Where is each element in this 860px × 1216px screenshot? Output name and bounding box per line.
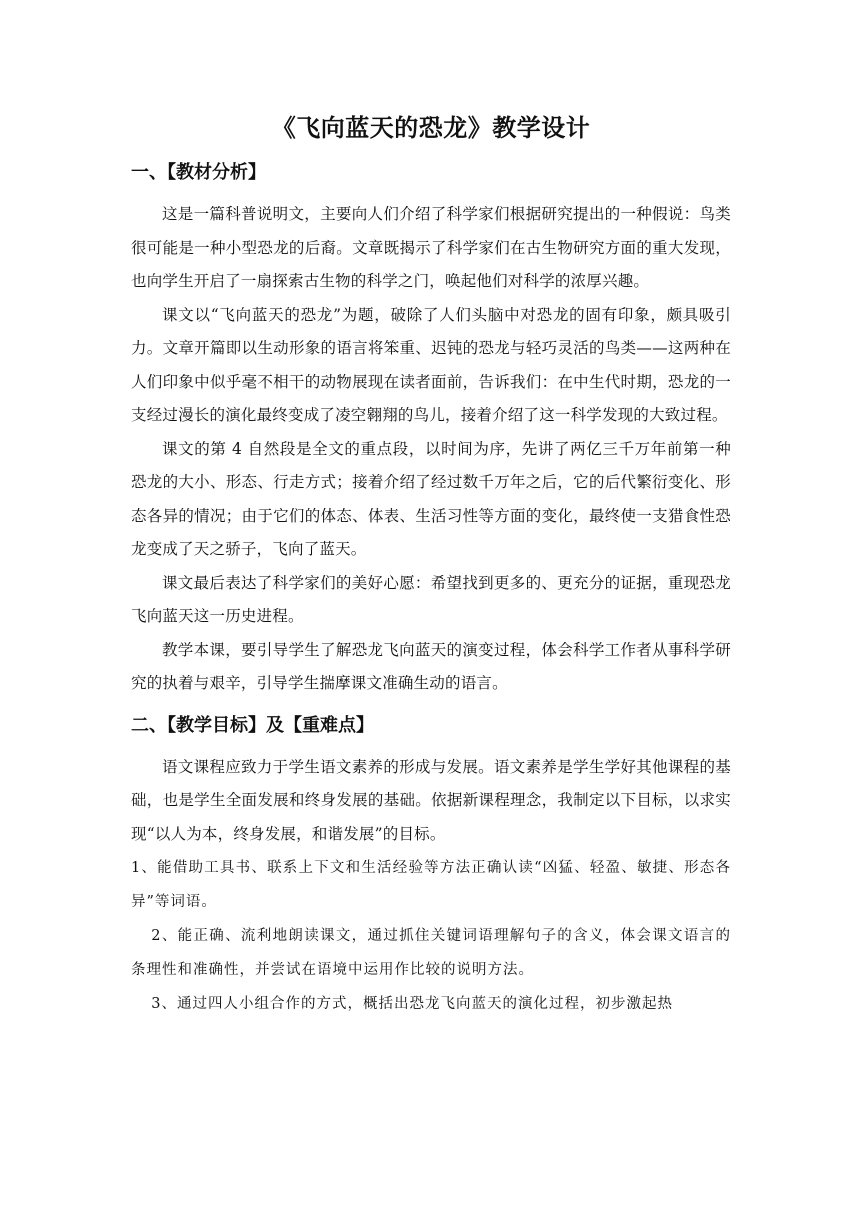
paragraph: 课文以“飞向蓝天的恐龙”为题，破除了人们头脑中对恐龙的固有印象，颇具吸引力。文章开篇即以生动形象的语言将笨重、迟钝的恐龙与轻巧灵活的鸟类——这两种在人们印象中似乎毫不相干的动物展现在读者面前，告诉我们：在中生代时期，恐龙的一支经过漫长的演化最终变成了凌空翱翔的鸟儿，接着介绍了这一科学发现的大致过程。 xyxy=(131,305,731,424)
document-body xyxy=(131,108,731,1021)
paragraph: 语文课程应致力于学生语文素养的形成与发展。语文素养是学生学好其他课程的基础，也是学生全面发展和终身发展的基础。依据新课程理念，我制定以下目标，以求实现“以人为本，终身发展，和谐发展”的目标。 xyxy=(131,757,731,843)
section-heading-teaching-goals: 二、【教学目标】及【重难点】 xyxy=(131,714,374,736)
goal-item: 2、能正确、流利地朗读课文，通过抓住关键词语理解句子的含义，体会课文语言的条理性和准确性，并尝试在语境中运用作比较的说明方法。 xyxy=(131,928,731,978)
paragraph: 课文的第 4 自然段是全文的重点段，以时间为序，先讲了两亿三千万年前第一种恐龙的大小、形态、行走方式；接着介绍了经过数千万年之后，它的后代繁衍变化、形态各异的情况；由于它们的体态、体表、生活习性等方面的变化，最终使一支猎食性恐龙变成了天之骄子，飞向了蓝天。 xyxy=(131,439,731,558)
paragraph: 教学本课，要引导学生了解恐龙飞向蓝天的演变过程，体会科学工作者从事科学研究的执着与艰辛，引导学生揣摩课文准确生动的语言。 xyxy=(131,640,731,692)
section-heading-textbook-analysis: 一、【教材分析】 xyxy=(131,162,266,183)
goal-item: 1、能借助工具书、联系上下文和生活经验等方法正确认读“凶猛、轻盈、敏捷、形态各异”等词语。 xyxy=(131,860,731,910)
document-title: 《飞向蓝天的恐龙》教学设计 xyxy=(271,114,591,142)
paragraph: 这是一篇科普说明文，主要向人们介绍了科学家们根据研究提出的一种假说：鸟类很可能是一种小型恐龙的后裔。文章既揭示了科学家们在古生物研究方面的重大发现，也向学生开启了一扇探索古生物的科学之门，唤起他们对科学的浓厚兴趣。 xyxy=(131,205,731,290)
goal-item: 3、通过四人小组合作的方式，概括出恐龙飞向蓝天的演化过程，初步激起热 xyxy=(151,996,674,1012)
paragraph: 课文最后表达了科学家们的美好心愿：希望找到更多的、更充分的证据，重现恐龙飞向蓝天这一历史进程。 xyxy=(131,573,731,625)
